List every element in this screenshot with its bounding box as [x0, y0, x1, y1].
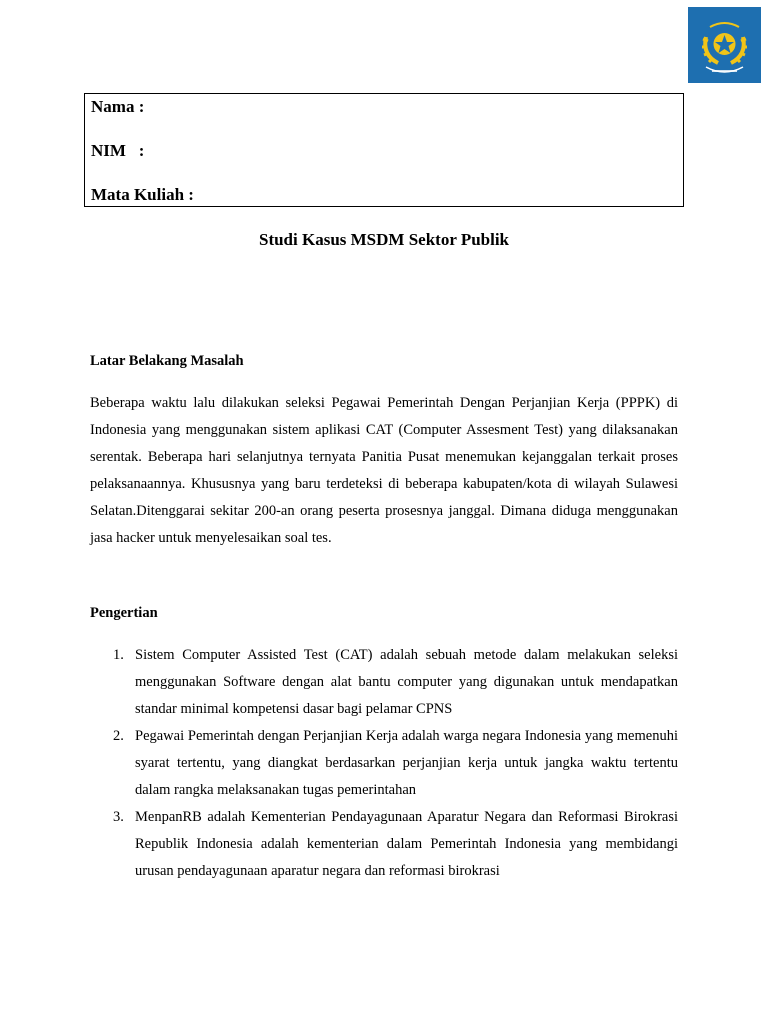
document-title: Studi Kasus MSDM Sektor Publik	[258, 230, 510, 249]
name-label: Nama :	[91, 97, 145, 116]
institution-logo	[688, 7, 761, 83]
definitions-list	[90, 642, 678, 885]
list-item	[90, 642, 678, 723]
institution-emblem-icon	[688, 7, 761, 83]
list-item-text: MenpanRB adalah Kementerian Pendayagunaan Aparatur Negara dan Reformasi Birokrasi Republik Indonesia adalah kementerian dalam Pemerintah Indonesia yang membidangi urusan pendayagunaan aparatur negara dan reformasi birokrasi	[135, 809, 678, 879]
student-identity-box	[84, 93, 684, 207]
list-item-text: Pegawai Pemerintah dengan Perjanjian Kerja adalah warga negara Indonesia yang memenuhi syarat tertentu, yang diangkat berdasarkan perjanjian kerja untuk jangka waktu tertentu dalam rangka melaksanakan tugas pemerintahan	[135, 728, 678, 798]
background-paragraph: Beberapa waktu lalu dilakukan seleksi Pegawai Pemerintah Dengan Perjanjian Kerja (PPPK) di Indonesia yang menggunakan sistem aplikasi CAT (Computer Assesment Test) yang dilaksanakan serentak. Beberapa hari selanjutnya ternyata Panitia Pusat menemukan kejanggalan terkait proses pelaksanaannya. Khususnya yang baru terdeteksi di beberapa kabupaten/kota di wilayah Sulawesi Selatan.Ditenggarai sekitar 200-an orang peserta prosesnya janggal. Dimana diduga menggunakan jasa hacker untuk menyelesaikan soal tes.	[90, 395, 678, 546]
list-item	[90, 804, 678, 885]
list-item-text: Sistem Computer Assisted Test (CAT) adalah sebuah metode dalam melakukan seleksi menggunakan Software dengan alat bantu computer yang digunakan untuk mendapatkan standar minimal kompetensi dasar bagi pelamar CPNS	[135, 647, 678, 717]
definitions-heading: Pengertian	[90, 605, 158, 621]
list-item-number: 3.	[113, 809, 124, 825]
list-item	[90, 723, 678, 804]
nim-label: NIM :	[91, 141, 145, 160]
course-label: Mata Kuliah :	[91, 185, 194, 204]
list-item-number: 2.	[113, 728, 124, 744]
background-heading: Latar Belakang Masalah	[90, 353, 244, 369]
list-item-number: 1.	[113, 647, 124, 663]
